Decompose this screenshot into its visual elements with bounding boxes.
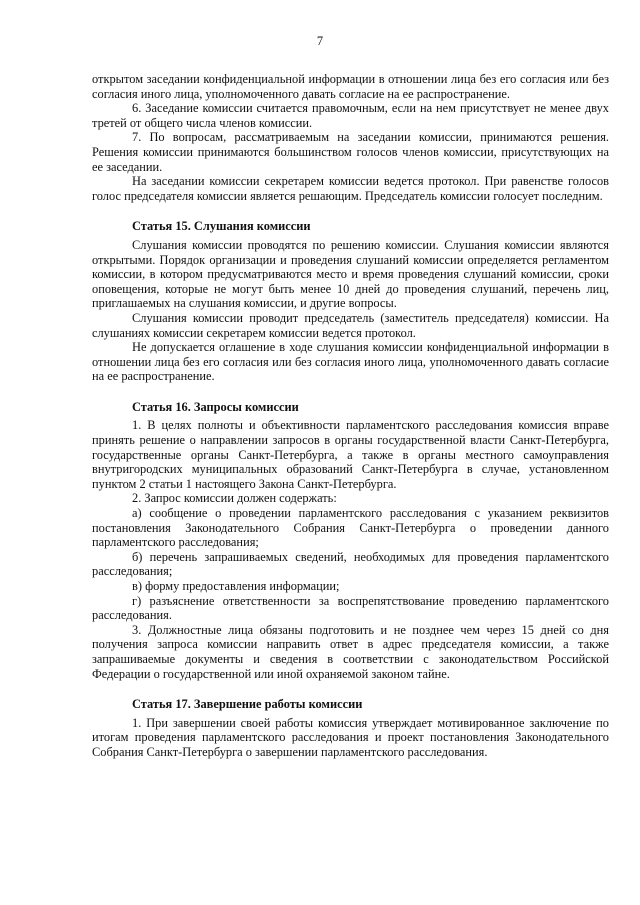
article-14-continuation: открытом заседании конфиденциальной информации в отношении лица без его согласия или без согласия иного лица, уполномоченного давать согласие на ее распространение. (92, 72, 609, 101)
article-16-subitem-d: г) разъяснение ответственности за воспрепятствование проведению парламентского расследования. (92, 593, 609, 623)
page-number: 7 (316, 34, 324, 48)
document-body (92, 72, 609, 760)
article-15-para-2: Слушания комиссии проводит председатель (заместитель председателя) комиссии. На слушаниях комиссии секретарем комиссии ведется протокол. (92, 310, 609, 340)
article-16-subitem-c: в) форму предоставления информации; (132, 579, 340, 593)
article-16-subitem-b: б) перечень запрашиваемых сведений, необходимых для проведения парламентского расследования; (92, 549, 609, 579)
article-16-item-3: 3. Должностные лица обязаны подготовить и не позднее чем через 15 дней со дня получения запроса комиссии направить ответ в адрес председателя комиссии, а также запрашиваемые документы и сведения в соответствии с законодательством Российской Федерации о государственной или иной охраняемой законом тайне. (92, 622, 609, 681)
article-15-para-3: Не допускается оглашение в ходе слушания комиссии конфиденциальной информации в отношении лица без его согласия или без согласия иного лица, уполномоченного давать согласие на ее распространение. (92, 340, 609, 384)
article-17-item-1: 1. При завершении своей работы комиссия утверждает мотивированное заключение по итогам проведения парламентского расследования и проект постановления Законодательного Собрания Санкт-Петербурга о завершении парламентского расследования. (92, 715, 609, 759)
article-14-protocol: На заседании комиссии секретарем комиссии ведется протокол. При равенстве голосов голос председателя комиссии является решающим. Председатель комиссии голосует последним. (92, 174, 609, 203)
article-17-heading: Статья 17. Завершение работы комиссии (132, 697, 363, 712)
article-16-heading: Статья 16. Запросы комиссии (132, 399, 299, 414)
article-15-para-1: Слушания комиссии проводятся по решению комиссии. Слушания комиссии являются открытыми. Порядок организации и проведения слушаний комиссии определяется регламентом комиссии, в котором предусматриваются место и время проведения слушаний комиссии, сроки оповещения, которые не могут быть менее 10 дней до проведения слушаний, перечень лиц, приглашаемых на слушания комиссии, и другие вопросы. (92, 237, 609, 311)
article-14-item-7: 7. По вопросам, рассматриваемым на заседании комиссии, принимаются решения. Решения комиссии принимаются большинством голосов членов комиссии, присутствующих на ее заседании. (92, 130, 609, 174)
article-14-item-6: 6. Заседание комиссии считается правомочным, если на нем присутствует не менее двух третей от общего числа членов комиссии. (92, 101, 609, 130)
article-16-item-2: 2. Запрос комиссии должен содержать: (132, 491, 337, 506)
article-16-item-1: 1. В целях полноты и объективности парламентского расследования комиссия вправе принять решение о направлении запросов в органы государственной власти Санкт-Петербурга, государственные органы Санкт-Петербурга, а также в органы местного самоуправления внутригородских муниципальных образований Санкт-Петербурга в случае, установленном пунктом 2 статьи 1 настоящего Закона Санкт-Петербурга. (92, 418, 609, 491)
article-15-heading: Статья 15. Слушания комиссии (132, 219, 311, 234)
article-16-subitem-a: а) сообщение о проведении парламентского расследования с указанием реквизитов постановления Законодательного Собрания Санкт-Петербурга о проведении данного парламентского расследования; (92, 506, 609, 550)
